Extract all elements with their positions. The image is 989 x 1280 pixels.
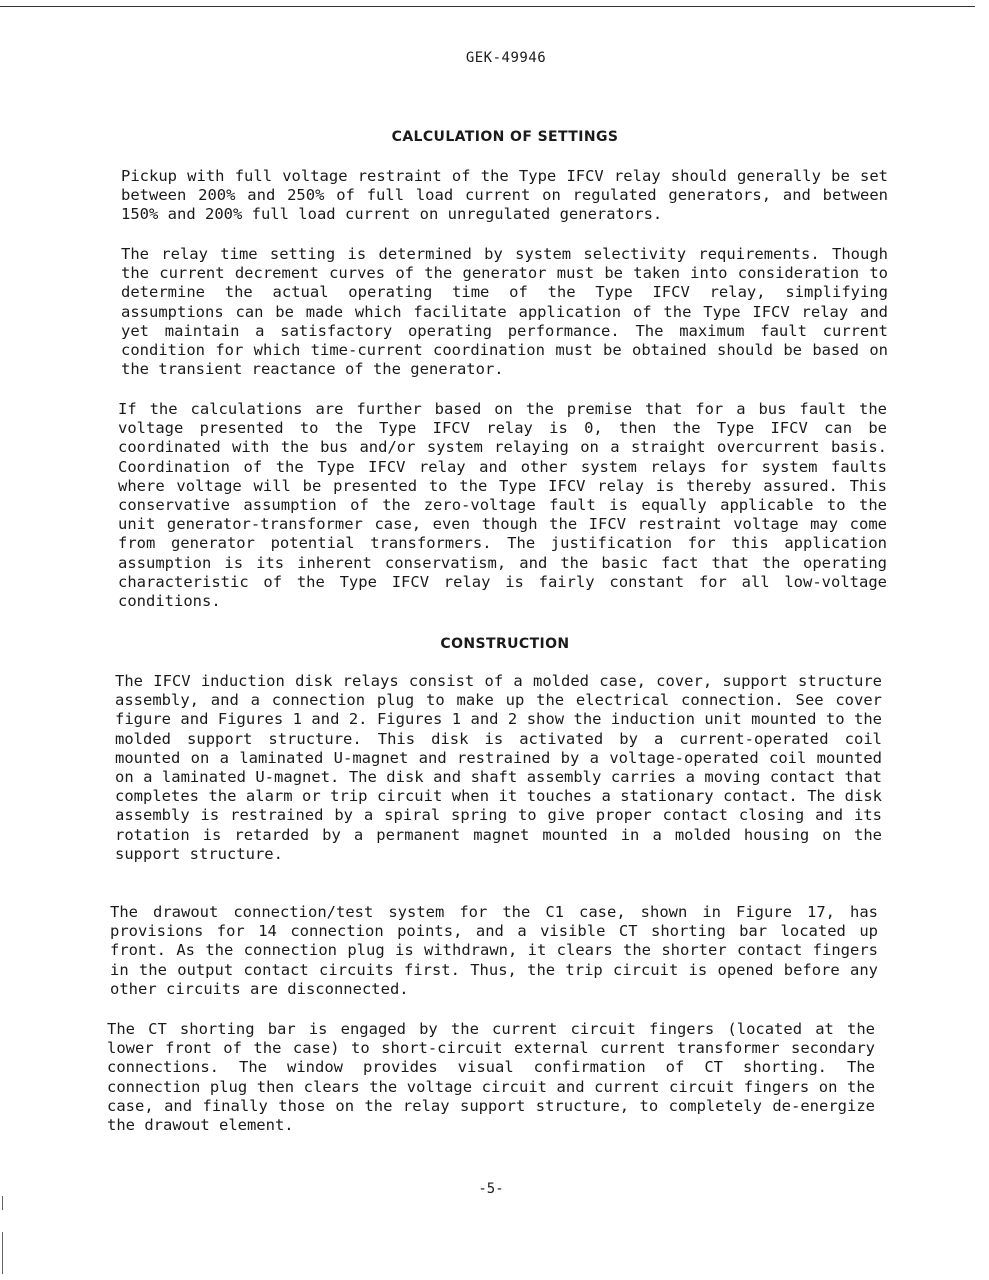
left-margin-mark <box>2 1196 3 1210</box>
section-heading-construction: CONSTRUCTION <box>440 636 570 652</box>
top-border-line <box>0 6 975 7</box>
document-number: GEK-49946 <box>465 50 547 66</box>
paragraph-time-setting: The relay time setting is determined by system selectivity requirements. Though the current decrement curves of the generator must be taken into consideration to determine the actual operating time of the Type IFCV relay, simplifying assumptions can be made which facilitate application of the Type IFCV relay and yet maintain a satisfactory operating performance. The maximum fault current condition for which time-current coordination must be obtained should be based on the transient reactance of the generator. <box>121 245 888 379</box>
paragraph-drawout-system: The drawout connection/test system for the C1 case, shown in Figure 17, has provisions for 14 connection points, and a visible CT shorting bar located up front. As the connection plug is withdrawn, it clears the shorter contact fingers in the output contact circuits first. Thus, the trip circuit is opened before any other circuits are disconnected. <box>110 903 878 998</box>
section-heading-calculation-of-settings: CALCULATION OF SETTINGS <box>391 129 619 145</box>
page-number: -5- <box>478 1181 504 1197</box>
paragraph-ct-shorting-bar: The CT shorting bar is engaged by the current circuit fingers (located at the lower front of the case) to short-circuit external current transformer secondary connections. The window provides visual confirmation of CT shorting. The connection plug then clears the voltage circuit and current circuit fingers on the case, and finally those on the relay support structure, to completely de-energize the drawout element. <box>107 1020 875 1135</box>
paragraph-pickup-settings: Pickup with full voltage restraint of the Type IFCV relay should generally be set between 200% and 250% of full load current on regulated generators, and between 150% and 200% full load current on unregulated generators. <box>121 167 888 224</box>
left-margin-mark <box>2 1232 3 1274</box>
paragraph-bus-fault-assumption: If the calculations are further based on the premise that for a bus fault the voltage presented to the Type IFCV relay is 0, then the Type IFCV can be coordinated with the bus and/or system relaying on a straight overcurrent basis. Coordination of the Type IFCV relay and other system relays for system faults where voltage will be presented to the Type IFCV relay is thereby assured. This conservative assumption of the zero-voltage fault is equally applicable to the unit generator-transformer case, even though the IFCV restraint voltage may come from generator potential transformers. The justification for this application assumption is its inherent conservatism, and the basic fact that the operating characteristic of the Type IFCV relay is fairly constant for all low-voltage conditions. <box>118 400 887 611</box>
paragraph-relay-construction: The IFCV induction disk relays consist of a molded case, cover, support structure assembly, and a connection plug to make up the electrical connection. See cover figure and Figures 1 and 2. Figures 1 and 2 show the induction unit mounted to the molded support structure. This disk is activated by a current-operated coil mounted on a laminated U-magnet and restrained by a voltage-operated coil mounted on a laminated U-magnet. The disk and shaft assembly carries a moving contact that completes the alarm or trip circuit when it touches a stationary contact. The disk assembly is restrained by a spiral spring to give proper contact closing and its rotation is retarded by a permanent magnet mounted in a molded housing on the support structure. <box>115 672 882 863</box>
